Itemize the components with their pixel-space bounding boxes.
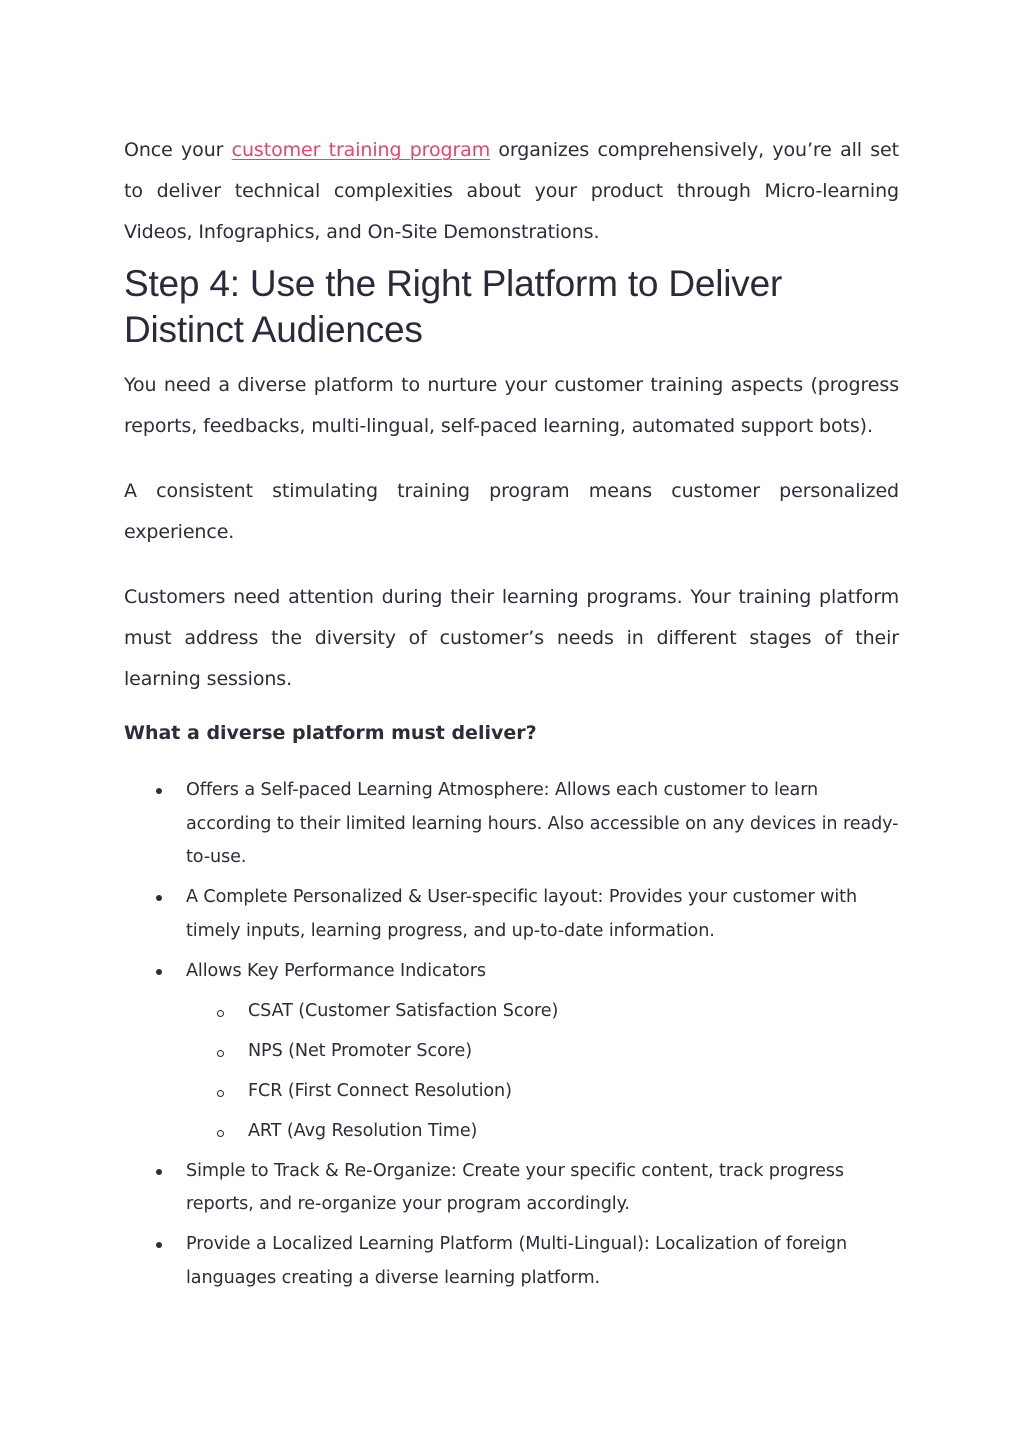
list-item-text: Allows Key Performance Indicators [186,960,486,981]
bullet-dot-icon [156,1169,162,1175]
sublist-item-text: ART (Avg Resolution Time) [248,1120,478,1141]
paragraph-customer-attention: Customers need attention during their learning programs. Your training platform must address the diversity of customer’s needs in different stages of their learning sessions. [124,586,899,690]
bullet-dot-icon [156,788,162,794]
bullet-list-continued [124,1155,899,1296]
bullet-circle-icon [217,1130,224,1137]
bullet-list [124,774,899,988]
sublist-item [124,1075,899,1109]
intro-text-after: organizes comprehensively, you’re all set to deliver technical complexities about your product through Micro-learning Videos, Infographics, and On-Site Demonstrations. [124,139,899,243]
list-item-text: Simple to Track & Re-Organize: Create your specific content, track progress reports, and re-organize your program accordingly. [186,1160,844,1214]
customer-training-program-link[interactable]: customer training program [231,139,491,161]
list-item [124,1155,899,1222]
sublist-item-text: NPS (Net Promoter Score) [248,1040,472,1061]
paragraph-consistent-program: A consistent stimulating training program means customer personalized experience. [124,480,899,543]
list-item [124,881,899,948]
list-item [124,955,899,989]
bullet-dot-icon [156,969,162,975]
intro-paragraph [124,130,899,253]
document-body [124,130,899,1302]
list-item-text: Provide a Localized Learning Platform (Multi-Lingual): Localization of foreign languages creating a diverse learning platform. [186,1234,848,1288]
bullet-dot-icon [156,895,162,901]
paragraph-platform-need: You need a diverse platform to nurture your customer training aspects (progress reports, feedbacks, multi-lingual, self-paced learning, automated support bots). [124,374,899,437]
sublist-item-text: FCR (First Connect Resolution) [248,1080,512,1101]
subheading: What a diverse platform must deliver? [124,722,537,744]
list-item-text: Offers a Self-paced Learning Atmosphere: Allows each customer to learn according to their limited learning hours. Also accessible on any devices in ready-to-use. [186,780,899,867]
list-item [124,1228,899,1295]
list-item [124,774,899,875]
kpi-sublist [124,995,899,1149]
sublist-item-text: CSAT (Customer Satisfaction Score) [248,1000,559,1021]
bullet-circle-icon [217,1010,224,1017]
intro-text-before: Once your [124,139,232,161]
section-heading: Step 4: Use the Right Platform to Deliver Distinct Audiences [124,263,783,350]
sublist-item [124,1035,899,1069]
sublist-item [124,1115,899,1149]
bullet-circle-icon [217,1050,224,1057]
bullet-circle-icon [217,1090,224,1097]
sublist-item [124,995,899,1029]
bullet-dot-icon [156,1242,162,1248]
list-item-text: A Complete Personalized & User-specific layout: Provides your customer with timely inputs, learning progress, and up-to-date information. [186,887,858,941]
